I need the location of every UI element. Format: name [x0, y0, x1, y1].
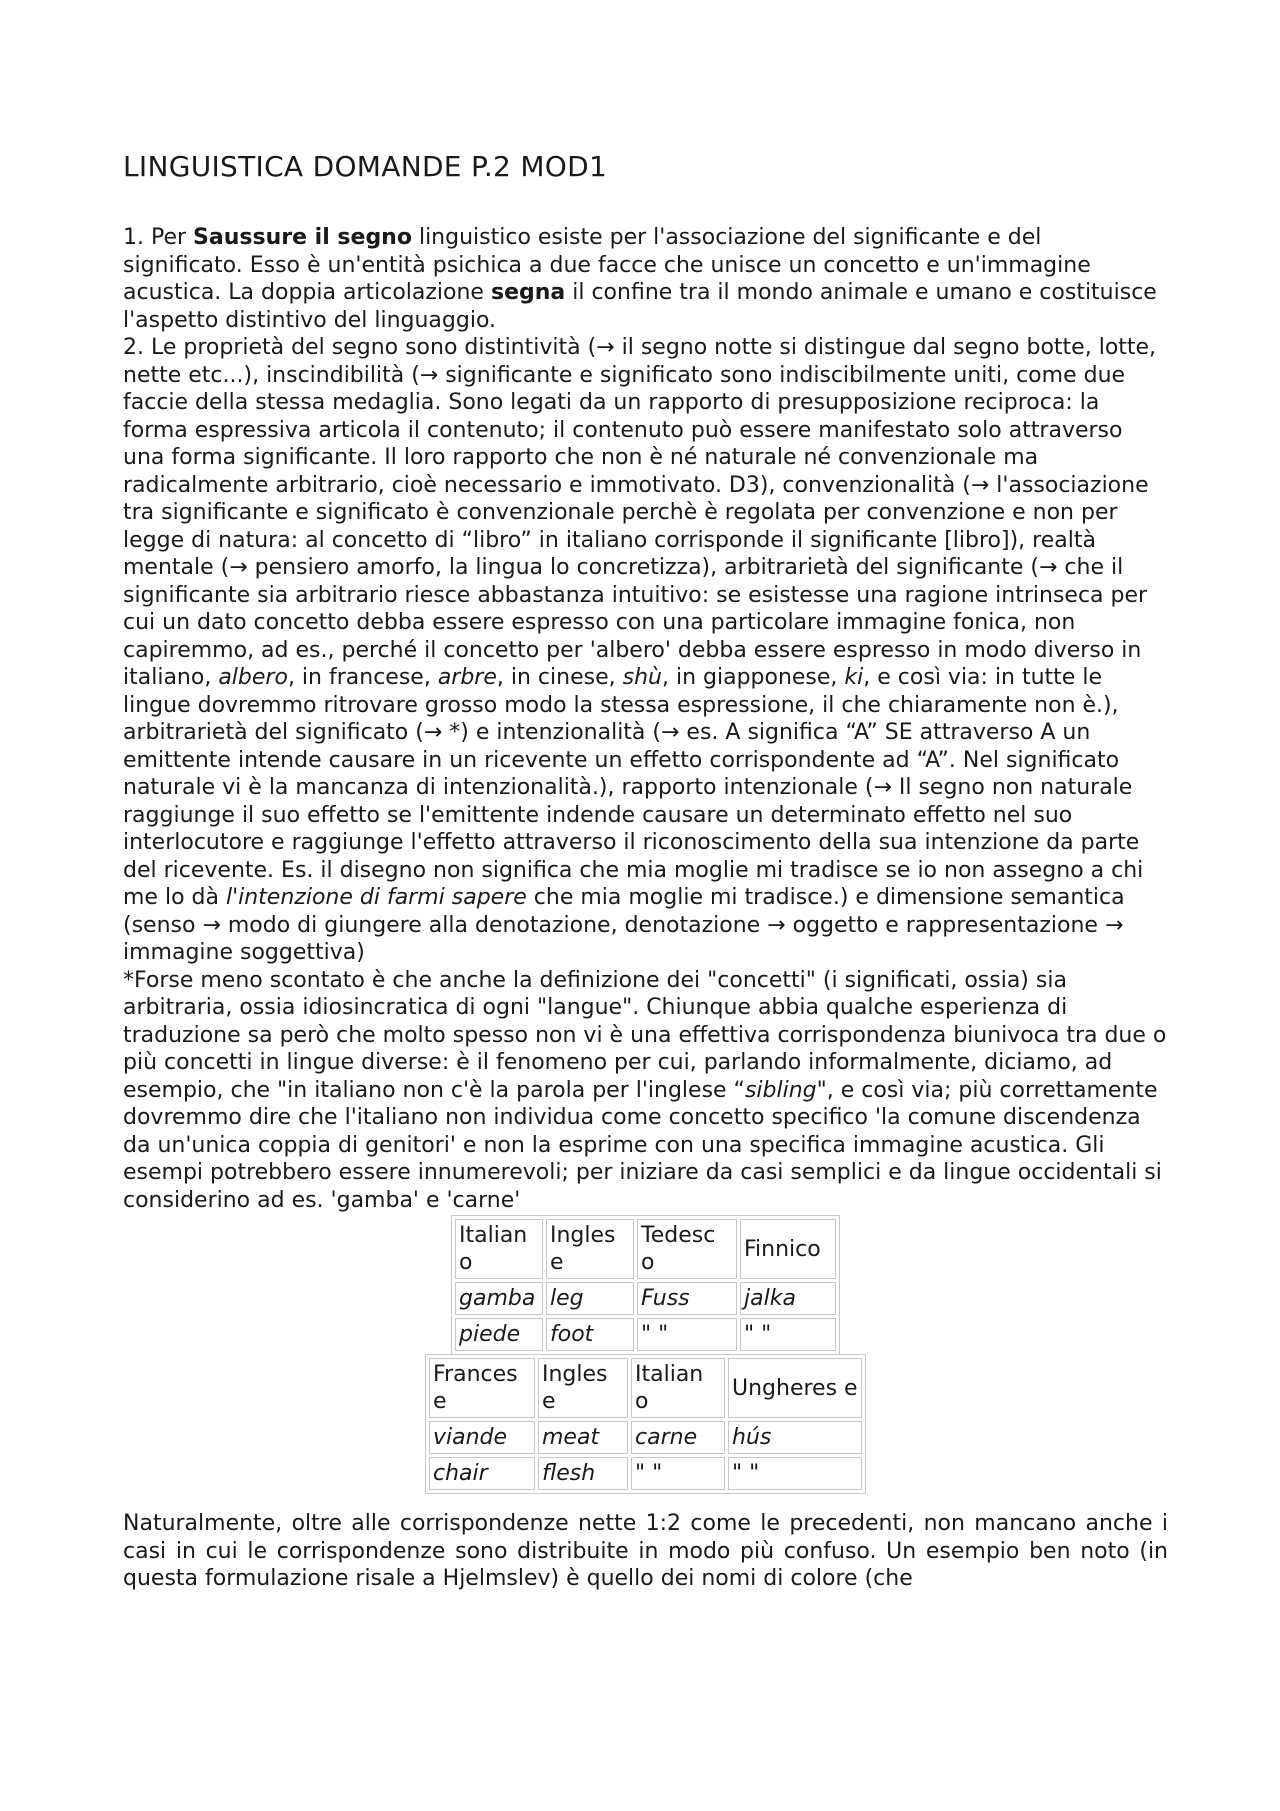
paragraph-4: Naturalmente, oltre alle corrispondenze nette 1:2 come le precedenti, non mancano anche i casi in cui le corrispondenze sono distribuite in modo più confuso. Un esempio ben noto (in questa formulazione risale a Hjelmslev) è quello dei nomi di colore (che	[123, 1511, 1168, 1591]
table-header-row	[429, 1358, 862, 1418]
table-cell: " "	[740, 1318, 836, 1351]
table-cell: jalka	[740, 1282, 836, 1315]
table-row	[429, 1457, 862, 1490]
table-cell: meat	[538, 1421, 628, 1454]
paragraph-2	[123, 334, 1168, 967]
bold-text: segna	[490, 280, 566, 305]
text-run: che mia moglie mi tradisce.) e dimensione semantica (senso → modo di giungere alla denotazione, denotazione → oggetto e rappresentazione → immagine soggettiva)	[123, 885, 1125, 965]
text-run: ", e così via; più correttamente dovremmo dire che l'italiano non individua come concetto specifico 'la comune discendenza da un'unica coppia di genitori' e non la esprime con una specifica immagine acustica. Gli esempi potrebbero essere innumerevoli; per iniziare da casi semplici e da lingue occidentali si considerino ad es. 'gamba' e 'carne'	[123, 1077, 1162, 1213]
text-run: , in cinese,	[496, 665, 623, 690]
italic-text: sibling	[744, 1077, 817, 1103]
table-cell: gamba	[455, 1282, 543, 1315]
paragraph-1	[123, 224, 1168, 334]
table-cell: foot	[546, 1318, 634, 1351]
table-header-cell: Tedesc o	[637, 1219, 737, 1279]
table-cell: viande	[429, 1421, 535, 1454]
document-page	[123, 150, 1168, 1615]
text-run: linguistico esiste per l'associazione del significante e del significato. Esso è un'entità psichica a due facce che unisce un concetto e un'immagine acustica. La doppia articolazione	[123, 225, 1091, 305]
text-run: , in francese,	[287, 665, 438, 690]
paragraph-3	[123, 967, 1168, 1215]
text-run: 1. Per	[123, 225, 194, 250]
table-meat-flesh	[425, 1354, 866, 1494]
text-run: , e così via: in tutte le lingue dovremmo ritrovare grosso modo la stessa espressione, il che chiaramente non è.), arbitrarietà del significato (→ *) e intenzionalità (→ es. A significa “A” SE attraverso A un emittente intende causare in un ricevente un effetto corrispondente ad “A”. Nel significato naturale vi è la mancanza di intenzionalità.), rapporto intenzionale (→ Il segno non naturale raggiunge il suo effetto se l'emittente indende causare un determinato effetto nel suo interlocutore e raggiunge l'effetto attraverso il riconoscimento della sua intenzione da parte del ricevente. Es. il disegno non significa che mia moglie mi tradisce se io non assegno a chi me lo dà	[123, 665, 1144, 910]
page-title: LINGUISTICA DOMANDE P.2 MOD1	[123, 150, 608, 183]
table-header-row	[455, 1219, 836, 1279]
table-cell: leg	[546, 1282, 634, 1315]
table-header-cell: Italian o	[631, 1358, 725, 1418]
table-cell: Fuss	[637, 1282, 737, 1315]
table-leg-foot	[451, 1215, 840, 1355]
table-header-cell: Ingles e	[538, 1358, 628, 1418]
italic-text: arbre	[437, 665, 497, 690]
table-row	[455, 1318, 836, 1351]
table-cell: " "	[631, 1457, 725, 1490]
text-run: 2. Le proprietà del segno sono distintività (→ il segno notte si distingue dal segno botte, lotte, nette etc...), inscindibilità (→ significante e significato sono indiscibilmente uniti, come due faccie della stessa medaglia. Sono legati da un rapporto di presupposizione reciproca: la forma espressiva articola il contenuto; il contenuto può essere manifestato solo attraverso una forma significante. Il loro rapporto che non è né naturale né convenzionale ma radicalmente arbitrario, cioè necessario e immotivato. D3), convenzionalità (→ l'associazione tra significante e significato è convenzionale perchè è regolata per convenzione e non per legge di natura: al concetto di “libro” in italiano corrisponde il significante [libro]), realtà mentale (→ pensiero amorfo, la lingua lo concretizza), arbitrarietà del significante (→ che il significante sia arbitrario riesce abbastanza intuitivo: se esistesse una ragione intrinseca per cui un dato concetto debba essere espresso con una particolare immagine fonica, non capiremmo, ad es., perché il concetto per 'albero' debba essere espresso in modo diverso in italiano,	[123, 335, 1157, 690]
table-cell: piede	[455, 1318, 543, 1351]
table-cell: flesh	[538, 1457, 628, 1490]
tables-block	[123, 1215, 1168, 1494]
text-run: il confine tra il mondo animale e umano e costituisce l'aspetto distintivo del linguaggio.	[123, 280, 1157, 333]
text-run: *Forse meno scontato è che anche la definizione dei "concetti" (i significati, ossia) sia arbitraria, ossia idiosincratica di ogni "langue". Chiunque abbia qualche esperienza di traduzione sa però che molto spesso non vi è una effettiva corrispondenza biunivoca tra due o più concetti in lingue diverse: è il fenomeno per cui, parlando informalmente, diciamo, ad esempio, che "in italiano non c'è la parola per l'inglese “	[123, 967, 1167, 1103]
bold-text: Saussure il segno	[193, 225, 412, 250]
table-header-cell: Frances e	[429, 1358, 535, 1418]
text-run: , in giapponese,	[661, 665, 845, 690]
italic-text: albero	[218, 665, 288, 690]
table-cell: carne	[631, 1421, 725, 1454]
italic-text: shù	[622, 665, 662, 690]
table-row	[455, 1282, 836, 1315]
body-text	[123, 224, 1168, 1214]
italic-text: l'intenzione di farmi sapere	[225, 885, 527, 910]
table-cell: " "	[728, 1457, 862, 1490]
table-cell: chair	[429, 1457, 535, 1490]
table-header-cell: Ungheres e	[728, 1358, 862, 1418]
table-header-cell: Italian o	[455, 1219, 543, 1279]
table-cell: " "	[637, 1318, 737, 1351]
table-header-cell: Finnico	[740, 1219, 836, 1279]
table-cell: hús	[728, 1421, 862, 1454]
table-row	[429, 1421, 862, 1454]
table-header-cell: Ingles e	[546, 1219, 634, 1279]
italic-text: ki	[844, 665, 864, 690]
